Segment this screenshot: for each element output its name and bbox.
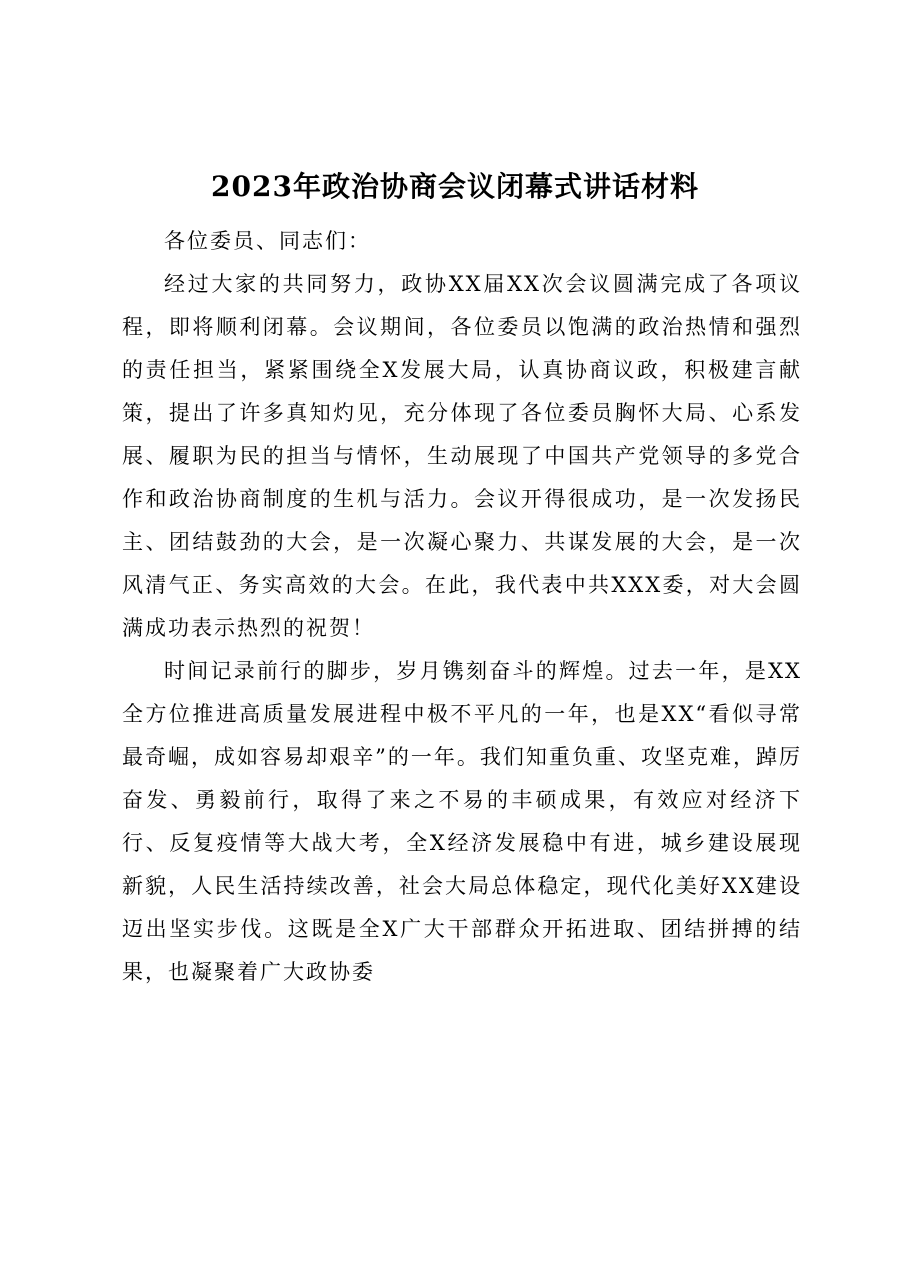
salutation: 各位委员、同志们： (164, 229, 371, 253)
paragraph-1: 经过大家的共同努力，政协XX届XX次会议圆满完成了各项议程，即将顺利闭幕。会议期间，各位委员以饱满的政治热情和强烈的责任担当，紧紧围绕全X发展大局，认真协商议政，积极建言献策，提出了许多真知灼见，充分体现了各位委员胸怀大局、心系发展、履职为民的担当与情怀，生动展现了中国共产党领导的多党合作和政治协商制度的生机与活力。会议开得很成功，是一次发扬民主、团结鼓劲的大会，是一次凝心聚力、共谋发展的大会，是一次风清气正、务实高效的大会。在此，我代表中共XXX委，对大会圆满成功表示热烈的祝贺！ (122, 272, 802, 640)
document-body (122, 220, 802, 994)
paragraph-2: 时间记录前行的脚步，岁月镌刻奋斗的辉煌。过去一年，是XX全方位推进高质量发展进程中极不平凡的一年，也是XX“看似寻常最奇崛，成如容易却艰辛”的一年。我们知重负重、攻坚克难，踔厉奋发、勇毅前行，取得了来之不易的丰硕成果，有效应对经济下行、反复疫情等大战大考，全X经济发展稳中有进，城乡建设展现新貌，人民生活持续改善，社会大局总体稳定，现代化美好XX建设迈出坚实步伐。这既是全X广大干部群众开拓进取、团结拼搏的结果，也凝聚着广大政协委 (122, 659, 802, 984)
document-title: 2023年政治协商会议闭幕式讲话材料 (211, 170, 699, 203)
